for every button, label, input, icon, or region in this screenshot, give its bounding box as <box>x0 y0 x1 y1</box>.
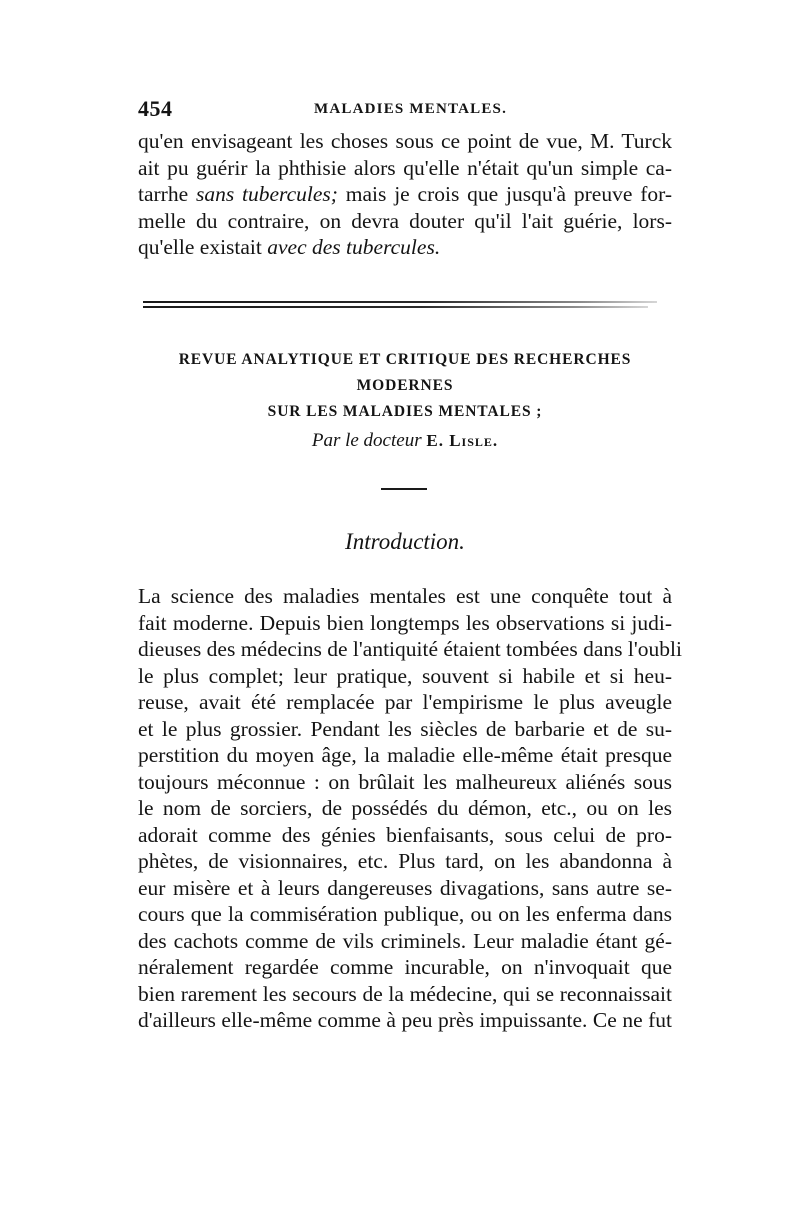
text-line: cours que la commisération publique, ou on les enferma dans <box>138 902 672 926</box>
text-line <box>138 208 672 235</box>
text-run: tarrhe <box>138 182 196 206</box>
text-line: perstition du moyen âge, la maladie elle-même était presque <box>138 743 672 767</box>
text-run: qu'elle existait <box>138 235 268 259</box>
text-line: le plus complet; leur pratique, souvent si habile et si heu- <box>138 663 672 688</box>
text-line <box>138 155 672 182</box>
text-line: reuse, avait été remplacée par l'empirisme le plus aveugle <box>138 690 672 714</box>
short-divider-rule <box>381 488 427 490</box>
text-run: mais je crois que jusqu'à preuve for- <box>337 182 672 206</box>
text-line: d'ailleurs elle-même comme à peu près impuissante. Ce ne fut <box>138 1008 672 1032</box>
page-header <box>138 96 672 126</box>
text-line: phètes, de visionnaires, etc. Plus tard, on les abandonna à <box>138 849 672 873</box>
text-run: qu'en envisageant les choses sous ce point de vue, M. Turck <box>138 129 672 153</box>
page-number: 454 <box>138 96 173 121</box>
italic-run: avec des tubercules. <box>267 235 441 259</box>
text-line <box>138 181 672 208</box>
text-line: bien rarement les secours de la médecine, qui se reconnaissait <box>138 981 672 1006</box>
text-line: néralement regardée comme incurable, on n'invoquait que <box>138 955 672 979</box>
text-line <box>138 234 672 261</box>
byline-prefix: Par le docteur <box>311 430 422 451</box>
byline-author: E. Lisle. <box>426 431 499 450</box>
text-line: des cachots comme de vils criminels. Leur maladie étant gé- <box>138 928 672 953</box>
running-title: MALADIES MENTALES. <box>314 101 508 117</box>
italic-run: sans tubercules; <box>195 182 338 206</box>
introduction-heading: Introduction. <box>345 529 465 554</box>
article-byline <box>138 430 672 452</box>
text-line: La science des maladies mentales est une conquête tout à <box>138 584 672 608</box>
article-title-line-1: REVUE ANALYTIQUE ET CRITIQUE DES RECHERCHES MODERNES <box>178 351 632 394</box>
text-line: adorait comme des génies bienfaisants, sous celui de pro- <box>138 822 672 847</box>
article-title-line-2: SUR LES MALADIES MENTALES ; <box>267 403 543 420</box>
text-line: le nom de sorciers, de possédés du démon, etc., ou on les <box>138 796 672 820</box>
text-line: fait moderne. Depuis bien longtemps les observations si judi- <box>138 610 672 635</box>
text-run: ait pu guérir la phthisie alors qu'elle n'était qu'un simple ca- <box>138 155 672 180</box>
text-run: melle du contraire, on devra douter qu'il l'ait guérie, lors- <box>138 208 672 233</box>
section-divider-double-rule <box>143 301 657 309</box>
continued-paragraph <box>138 128 672 261</box>
text-line: dieuses des médecins de l'antiquité étaient tombées dans l'oubli <box>138 637 682 661</box>
text-line: toujours méconnue : on brûlait les malheureux aliénés sous <box>138 769 672 794</box>
text-line: eur misère et à leurs dangereuses divagations, sans autre se- <box>138 875 672 900</box>
introduction-paragraph <box>138 583 682 1034</box>
text-line: et le plus grossier. Pendant les siècles de barbarie et de su- <box>138 716 672 741</box>
article-title <box>138 347 672 425</box>
text-line <box>138 128 672 155</box>
